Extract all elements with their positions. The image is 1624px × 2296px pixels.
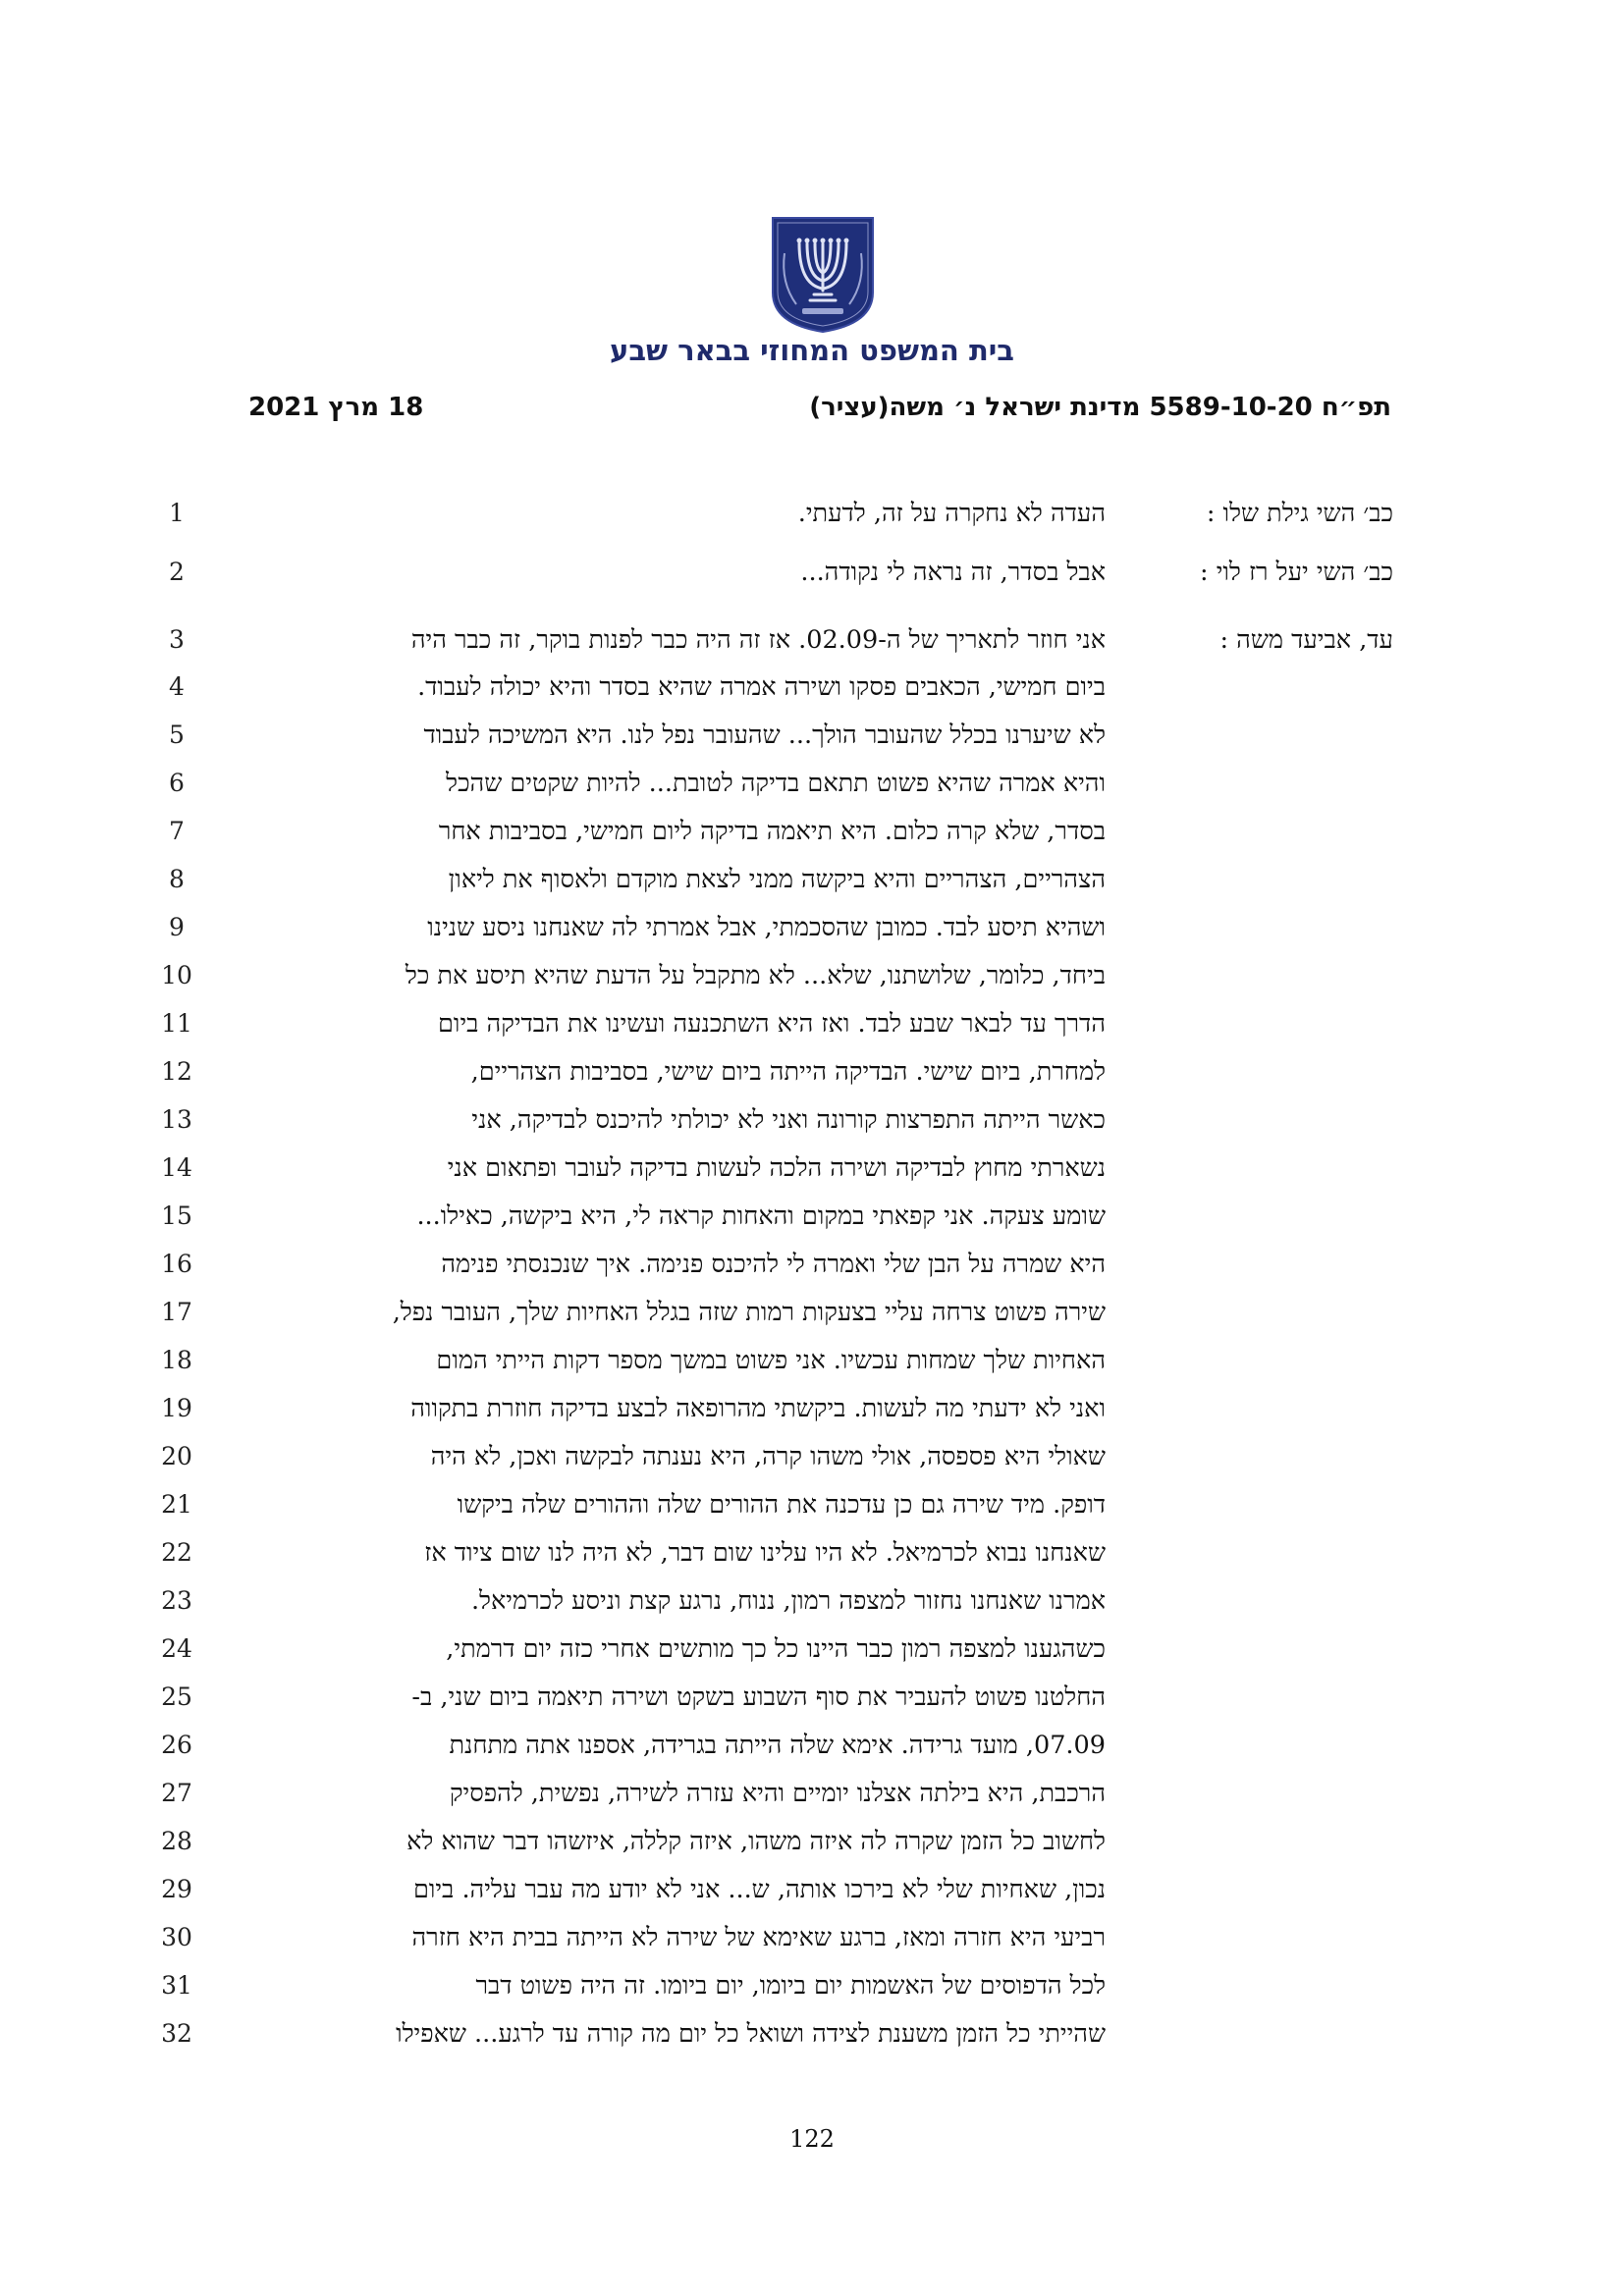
line-number: 23 [161, 1586, 192, 1615]
transcript-line: לחשוב כל הזמן שקרה לה איזה משהו, איזה קללה, איזשהו דבר שהוא לא [406, 1827, 1106, 1856]
line-number: 10 [161, 961, 192, 989]
speaker-label: עד, אביעד משה : [1219, 625, 1393, 655]
line-number: 20 [161, 1442, 192, 1470]
line-number: 32 [161, 2019, 192, 2048]
line-number: 14 [161, 1153, 192, 1182]
transcript-line: לכל הדפוסים של האשמות יום ביומו, יום ביומו. זה היה פשוט דבר [475, 1971, 1106, 2001]
court-name: בית המשפט המחוזי בבאר שבע [610, 334, 1014, 367]
line-number: 16 [161, 1250, 192, 1278]
transcript-line: החלטנו פשוט להעביר את סוף השבוע בשקט ושירה תיאמה ביום שני, ב- [411, 1682, 1106, 1712]
transcript-line: כאשר הייתה התפרצות קורונה ואני לא יכולתי להיכנס לבדיקה, אני [471, 1105, 1106, 1135]
line-number: 13 [161, 1105, 192, 1134]
line-number: 4 [169, 672, 185, 701]
line-number: 24 [161, 1634, 192, 1663]
line-number: 25 [161, 1682, 192, 1711]
line-number: 2 [169, 558, 185, 586]
case-title: תפ״ח 5589-10-20 מדינת ישראל נ׳ משה(עציר) [809, 393, 1391, 422]
transcript-line: והיא אמרה שהיא פשוט תתאם בדיקה לטובת... להיות שקטים שהכל [446, 769, 1106, 798]
line-number: 21 [161, 1490, 192, 1519]
transcript-line: רביעי היא חזרה ומאז, ברגע שאימא של שירה לא הייתה בבית היא חזרה [411, 1923, 1106, 1952]
line-number: 3 [169, 625, 185, 654]
line-number: 18 [161, 1346, 192, 1374]
speaker-label: כב׳ השי יעל רז לוי : [1200, 558, 1393, 587]
transcript-line: לא שיערנו בכלל שהעובר הולך... שהעובר נפל לנו. היא המשיכה לעבוד [423, 721, 1106, 750]
transcript-line: אבל בסדר, זה נראה לי נקודה... [800, 558, 1106, 587]
line-number: 12 [161, 1057, 192, 1086]
transcript-line: למחרת, ביום שישי. הבדיקה הייתה ביום שישי, בסביבות הצהריים, [470, 1057, 1106, 1087]
transcript-line: היא שמרה על הבן שלי ואמרה לי להיכנס פנימה. איך שנכנסתי פנימה [441, 1250, 1106, 1279]
line-number: 6 [169, 769, 185, 797]
transcript-line: אמרנו שאנחנו נחזור למצפה רמון, ננוח, נרגע קצת וניסע לכרמיאל. [470, 1586, 1106, 1616]
line-number: 30 [161, 1923, 192, 1951]
line-number: 17 [161, 1298, 192, 1326]
transcript-line: נשארתי מחוץ לבדיקה ושירה הלכה לעשות בדיקה לעובר ופתאום אני [447, 1153, 1106, 1183]
transcript-line: בסדר, שלא קרה כלום. היא תיאמה בדיקה ליום חמישי, בסביבות אחר [438, 817, 1106, 846]
line-number: 5 [169, 721, 185, 749]
transcript-line: שירה פשוט צרחה עליי בצעקות רמות שזה בגלל האחיות שלך, העובר נפל, [392, 1298, 1106, 1327]
line-number: 29 [161, 1875, 192, 1903]
line-number: 8 [169, 865, 185, 893]
line-number: 1 [169, 499, 185, 527]
transcript-line: ואני לא ידעתי מה לעשות. ביקשתי מהרופאה לבצע בדיקה חוזרת בתקווה [410, 1394, 1106, 1423]
transcript-line: ושהיא תיסע לבד. כמובן שהסכמתי, אבל אמרתי לה שאנחנו ניסע שנינו [427, 913, 1106, 942]
transcript-line: דופק. מיד שירה גם כן עדכנה את ההורים שלה וההורים שלה ביקשו [457, 1490, 1106, 1520]
line-number: 26 [161, 1731, 192, 1759]
transcript-line: אני חוזר לתאריך של ה-02.09. אז זה היה כבר לפנות בוקר, זה כבר היה [410, 625, 1106, 655]
transcript-line: האחיות שלך שמחות עכשיו. אני פשוט במשך מספר דקות הייתי המום [436, 1346, 1106, 1375]
transcript-line: הדרך עד לבאר שבע לבד. ואז היא השתכנעה ועשינו את הבדיקה ביום [438, 1009, 1106, 1039]
line-number: 19 [161, 1394, 192, 1422]
transcript-line: שאולי היא פספסה, אולי משהו קרה, היא נענתה לבקשה ואכן, לא היה [430, 1442, 1106, 1471]
line-number: 22 [161, 1538, 192, 1567]
line-number: 31 [161, 1971, 192, 2000]
transcript-line: ביחד, כלומר, שלושתנו, שלא... לא מתקבל על הדעת שהיא תיסע את כל [405, 961, 1106, 990]
hearing-date: 18 מרץ 2021 [248, 393, 424, 422]
transcript-line: נכון, שאחיות שלי לא בירכו אותה, ש... אני לא יודע מה עבר עליה. ביום [412, 1875, 1106, 1904]
transcript-line: שאנחנו נבוא לכרמיאל. לא היו עלינו שום דבר, לא היה לנו שום ציוד אז [424, 1538, 1106, 1568]
line-number: 9 [169, 913, 185, 941]
transcript-line: העדה לא נחקרה על זה, לדעתי. [797, 499, 1106, 528]
line-number: 15 [161, 1201, 192, 1230]
line-number: 27 [161, 1779, 192, 1807]
transcript-line: 07.09, מועד גרידה. אימא שלה הייתה בגרידה, אספנו אתה מתחנת [449, 1731, 1106, 1760]
line-number: 28 [161, 1827, 192, 1855]
page-number: 122 [789, 2125, 835, 2153]
transcript-line: ביום חמישי, הכאבים פסקו ושירה אמרה שהיא בסדר והיא יכולה לעבוד. [417, 672, 1106, 702]
transcript-line: הרכבת, היא בילתה אצלנו יומיים והיא עזרה לשירה, נפשית, להפסיק [449, 1779, 1106, 1808]
transcript-line: הצהריים, הצהריים והיא ביקשה ממני לצאת מוקדם ולאסוף את ליאון [448, 865, 1106, 894]
line-number: 11 [161, 1009, 192, 1038]
transcript-line: כשהגענו למצפה רמון כבר היינו כל כך מותשים אחרי כזה יום דרמתי, [446, 1634, 1106, 1664]
transcript-line: שהייתי כל הזמן משענת לצידה ושואל כל יום מה קורה עד לרגע... שאפילו [396, 2019, 1106, 2049]
line-number: 7 [169, 817, 185, 845]
transcript-line: שומע צעקה. אני קפאתי במקום והאחות קראה לי, היא ביקשה, כאילו... [416, 1201, 1106, 1231]
speaker-label: כב׳ השי גילת שלו : [1206, 499, 1393, 528]
